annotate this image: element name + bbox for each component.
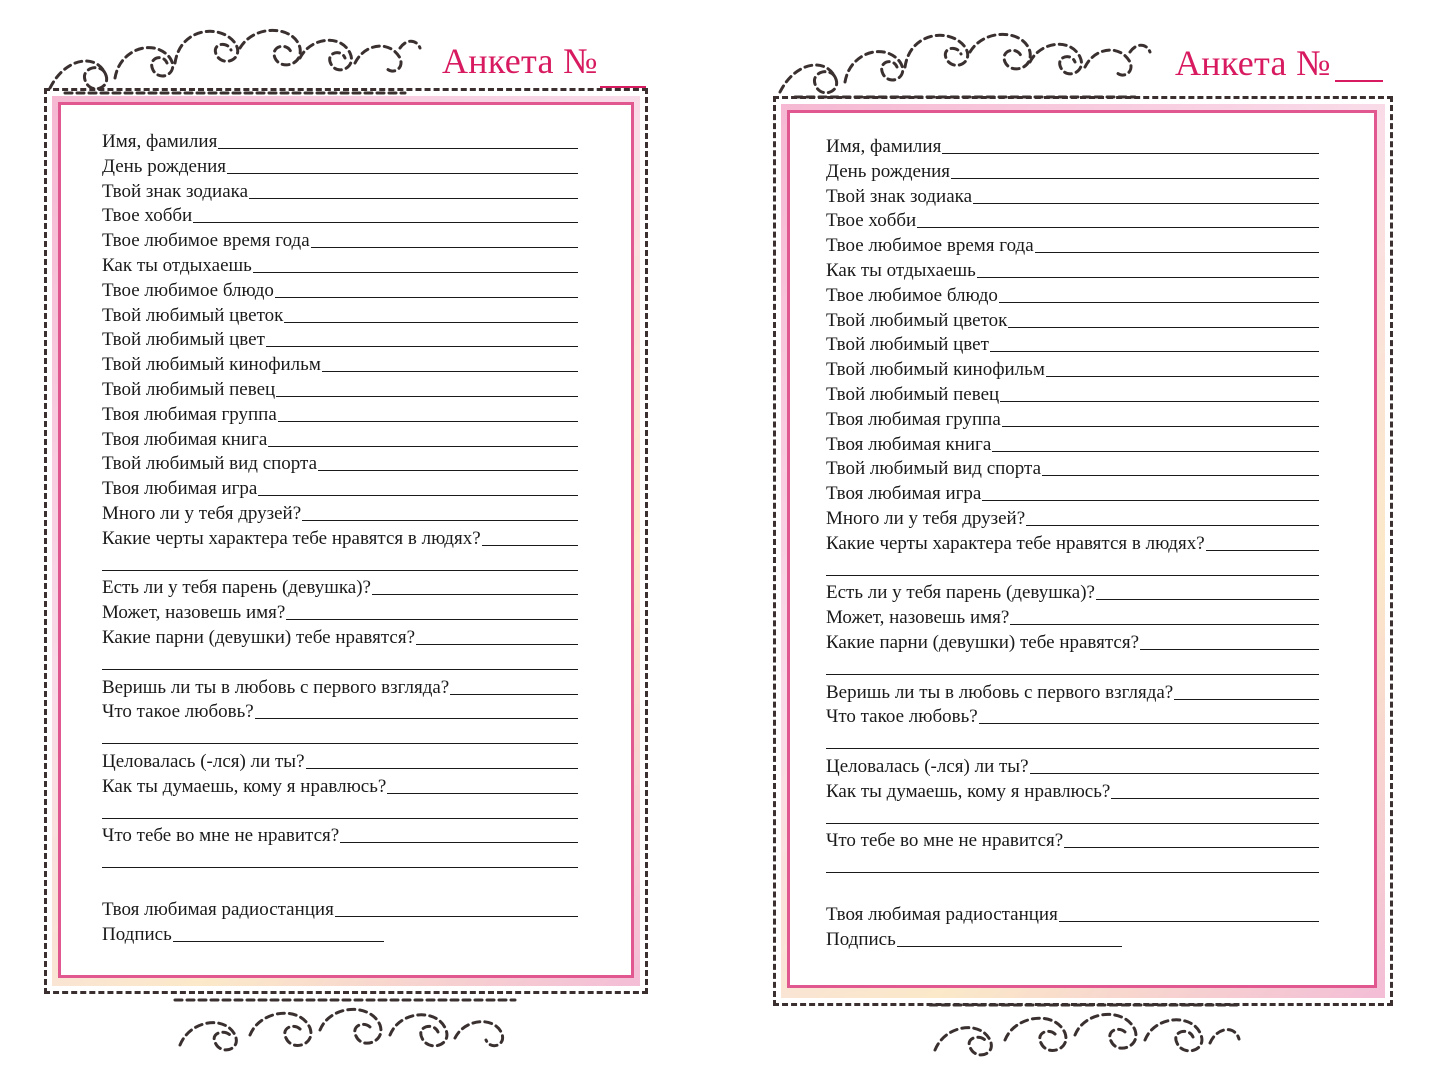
field-label: Как ты думаешь, кому я нравлюсь?	[102, 775, 387, 797]
field-label: Веришь ли ты в любовь с первого взгляда?	[826, 681, 1174, 703]
answer-line[interactable]	[1000, 401, 1319, 402]
field-label: Может, назовешь имя?	[826, 607, 1010, 629]
form-field	[102, 526, 578, 550]
form-field	[102, 575, 578, 599]
answer-continuation-line	[826, 655, 1319, 679]
answer-line[interactable]	[951, 178, 1319, 179]
form-field	[826, 754, 1319, 778]
answer-line[interactable]	[173, 941, 384, 942]
field-label: Твой любимый цветок	[826, 309, 1008, 331]
answer-line[interactable]	[999, 302, 1319, 303]
answer-line[interactable]	[193, 222, 578, 223]
form-field	[102, 749, 578, 773]
field-label: Твой любимый вид спорта	[102, 453, 318, 475]
form-field	[826, 630, 1319, 654]
answer-continuation-line	[826, 556, 1319, 580]
page-title: Анкета №	[442, 41, 598, 81]
field-label: Имя, фамилия	[102, 131, 218, 152]
answer-line[interactable]	[311, 247, 578, 248]
field-label: День рождения	[826, 160, 951, 182]
form-field	[102, 203, 578, 227]
answer-line[interactable]	[102, 669, 578, 670]
field-label: Что такое любовь?	[826, 706, 978, 728]
field-label: Твой любимый певец	[102, 379, 276, 400]
form-field	[102, 427, 578, 451]
form-field	[102, 774, 578, 798]
answer-line[interactable]	[253, 272, 578, 273]
answer-line[interactable]	[387, 793, 578, 794]
field-label: Какие черты характера тебе нравятся в людях?	[102, 527, 481, 549]
form-field	[826, 506, 1319, 530]
answer-line[interactable]	[266, 346, 578, 347]
answer-line[interactable]	[826, 575, 1319, 576]
answer-line[interactable]	[1059, 921, 1319, 922]
field-label: Твой любимый цвет	[826, 334, 989, 356]
field-label: Твой любимый цветок	[102, 304, 284, 326]
form-field	[102, 675, 578, 699]
answer-line[interactable]	[826, 674, 1319, 675]
answer-line[interactable]	[917, 227, 1319, 228]
field-label: Твоя любимая группа	[102, 403, 277, 425]
answer-continuation-line	[102, 848, 578, 872]
field-label: День рождения	[102, 155, 227, 177]
answer-line[interactable]	[1026, 525, 1319, 526]
field-label: Много ли у тебя друзей?	[102, 503, 302, 524]
field-label: Твой любимый кинофильм	[826, 359, 1045, 381]
field-label: Твоя любимая игра	[102, 478, 258, 500]
form-field	[826, 927, 1122, 951]
answer-line[interactable]	[1111, 798, 1319, 799]
field-label: Как ты думаешь, кому я нравлюсь?	[826, 780, 1111, 802]
answer-line[interactable]	[1140, 649, 1319, 650]
answer-continuation-line	[826, 729, 1319, 753]
form-field	[102, 501, 578, 525]
field-label: Твое любимое блюдо	[826, 284, 998, 306]
answer-continuation-line	[102, 650, 578, 674]
form-field	[826, 258, 1319, 282]
field-label: Твой любимый вид спорта	[826, 458, 1042, 480]
answer-line[interactable]	[102, 818, 578, 819]
field-label: Твое хобби	[826, 210, 917, 232]
form-field	[102, 327, 578, 351]
answer-line[interactable]	[306, 768, 578, 769]
form-field	[826, 308, 1319, 332]
form-field	[102, 451, 578, 475]
answer-line[interactable]	[990, 351, 1319, 352]
field-label: Есть ли у тебя парень (девушка)?	[826, 582, 1095, 604]
form-field	[102, 823, 578, 847]
answer-line[interactable]	[482, 545, 578, 546]
field-label: Много ли у тебя друзей?	[826, 508, 1026, 529]
field-label: Твой любимый цвет	[102, 329, 265, 351]
field-label: Твоя любимая группа	[826, 408, 1001, 430]
form-field	[102, 402, 578, 426]
field-label: Что тебе во мне не нравится?	[102, 825, 340, 847]
answer-line[interactable]	[973, 203, 1319, 204]
form-field	[826, 531, 1319, 555]
answer-continuation-line	[102, 724, 578, 748]
page-title: Анкета №	[1175, 43, 1331, 83]
field-label: Как ты отдыхаешь	[826, 260, 976, 281]
field-label: Имя, фамилия	[826, 136, 942, 157]
answer-line[interactable]	[249, 198, 578, 199]
form-field	[102, 228, 578, 252]
form-field	[826, 828, 1319, 852]
field-label: Целовалась (-лся) ли ты?	[826, 756, 1029, 777]
field-label: Веришь ли ты в любовь с первого взгляда?	[102, 676, 450, 698]
field-label: Что такое любовь?	[102, 701, 254, 723]
form-field	[826, 233, 1319, 257]
answer-line[interactable]	[102, 570, 578, 571]
field-label: Какие черты характера тебе нравятся в людях?	[826, 532, 1205, 554]
answer-line[interactable]	[1064, 847, 1319, 848]
answer-line[interactable]	[1035, 252, 1319, 253]
answer-line[interactable]	[302, 520, 578, 521]
field-label: Твой любимый кинофильм	[102, 354, 321, 376]
right-page	[725, 0, 1449, 1080]
form-field	[826, 159, 1319, 183]
answer-continuation-line	[102, 551, 578, 575]
field-label: Какие парни (девушки) тебе нравятся?	[826, 632, 1140, 653]
field-label: Твоя любимая игра	[826, 483, 982, 505]
form-field	[826, 481, 1319, 505]
field-label: Может, назовешь имя?	[102, 602, 286, 624]
answer-line[interactable]	[1174, 699, 1319, 700]
title-number-line	[1335, 80, 1383, 82]
answer-line[interactable]	[1042, 475, 1319, 476]
answer-line[interactable]	[372, 594, 578, 595]
answer-line[interactable]	[340, 842, 578, 843]
left-page	[0, 0, 724, 1080]
field-label: Твое любимое блюдо	[102, 279, 274, 301]
field-label: Твое хобби	[102, 205, 193, 227]
form-field	[826, 680, 1319, 704]
swirl-ornament-bottom	[925, 995, 1245, 1065]
answer-line[interactable]	[1010, 624, 1319, 625]
form-field	[102, 253, 578, 277]
form-field	[102, 699, 578, 723]
field-label: Как ты отдыхаешь	[102, 255, 252, 276]
field-label: Твое любимое время года	[102, 230, 310, 252]
form-field	[102, 922, 384, 946]
form-field	[102, 154, 578, 178]
form-field	[102, 352, 578, 376]
form-field	[102, 278, 578, 302]
answer-line[interactable]	[218, 148, 578, 149]
answer-line[interactable]	[318, 470, 578, 471]
answer-continuation-line	[826, 853, 1319, 877]
form-field	[826, 134, 1319, 158]
form-field	[826, 779, 1319, 803]
answer-continuation-line	[102, 799, 578, 823]
form-field	[102, 377, 578, 401]
answer-line[interactable]	[979, 723, 1319, 724]
field-label: Твоя любимая радиостанция	[826, 904, 1058, 925]
form-field	[102, 129, 578, 153]
answer-line[interactable]	[416, 644, 578, 645]
answer-line[interactable]	[276, 396, 578, 397]
form-field	[102, 625, 578, 649]
form-field	[826, 580, 1319, 604]
field-label: Твоя любимая книга	[102, 428, 268, 450]
answer-line[interactable]	[284, 322, 578, 323]
form-field	[826, 332, 1319, 356]
form-field	[102, 179, 578, 203]
field-label: Что тебе во мне не нравится?	[826, 830, 1064, 852]
form-field	[826, 283, 1319, 307]
form-field	[826, 605, 1319, 629]
answer-line[interactable]	[982, 500, 1319, 501]
form-field	[102, 600, 578, 624]
answer-line[interactable]	[826, 748, 1319, 749]
form-field	[826, 208, 1319, 232]
form-field	[826, 184, 1319, 208]
form-field	[826, 407, 1319, 431]
swirl-ornament-bottom	[170, 990, 520, 1060]
field-label: Какие парни (девушки) тебе нравятся?	[102, 627, 416, 648]
field-label: Твой знак зодиака	[826, 185, 972, 207]
answer-line[interactable]	[275, 297, 578, 298]
form-field	[826, 432, 1319, 456]
form-field	[826, 456, 1319, 480]
form-field	[826, 357, 1319, 381]
form-field	[826, 704, 1319, 728]
field-label: Твое любимое время года	[826, 235, 1034, 257]
answer-line[interactable]	[992, 451, 1319, 452]
answer-line[interactable]	[1096, 599, 1319, 600]
form-field	[826, 902, 1319, 926]
field-label: Твоя любимая книга	[826, 433, 992, 455]
answer-line[interactable]	[102, 743, 578, 744]
answer-line[interactable]	[977, 277, 1319, 278]
form-field	[102, 476, 578, 500]
answer-line[interactable]	[942, 153, 1319, 154]
answer-line[interactable]	[826, 823, 1319, 824]
form-field	[102, 897, 578, 921]
answer-line[interactable]	[897, 946, 1122, 947]
answer-line[interactable]	[286, 619, 578, 620]
answer-line[interactable]	[335, 916, 578, 917]
field-label: Есть ли у тебя парень (девушка)?	[102, 577, 371, 599]
field-label: Твой любимый певец	[826, 384, 1000, 405]
answer-line[interactable]	[1002, 426, 1319, 427]
answer-line[interactable]	[450, 694, 578, 695]
swirl-ornament-top	[775, 22, 1155, 102]
field-label: Твой знак зодиака	[102, 180, 248, 202]
answer-line[interactable]	[1030, 773, 1319, 774]
field-label: Твоя любимая радиостанция	[102, 899, 334, 920]
answer-line[interactable]	[268, 446, 578, 447]
answer-line[interactable]	[255, 718, 578, 719]
answer-line[interactable]	[102, 867, 578, 868]
field-label: Целовалась (-лся) ли ты?	[102, 751, 305, 772]
answer-line[interactable]	[322, 371, 578, 372]
answer-line[interactable]	[227, 173, 578, 174]
form-field	[826, 382, 1319, 406]
form-field	[102, 303, 578, 327]
answer-line[interactable]	[1008, 327, 1319, 328]
answer-line[interactable]	[1206, 550, 1319, 551]
answer-line[interactable]	[1046, 376, 1319, 377]
answer-line[interactable]	[826, 872, 1319, 873]
answer-continuation-line	[826, 804, 1319, 828]
answer-line[interactable]	[278, 421, 578, 422]
swirl-ornament-top	[45, 18, 425, 98]
answer-line[interactable]	[258, 495, 578, 496]
field-label: Подпись	[826, 928, 896, 950]
field-label: Подпись	[102, 923, 172, 945]
